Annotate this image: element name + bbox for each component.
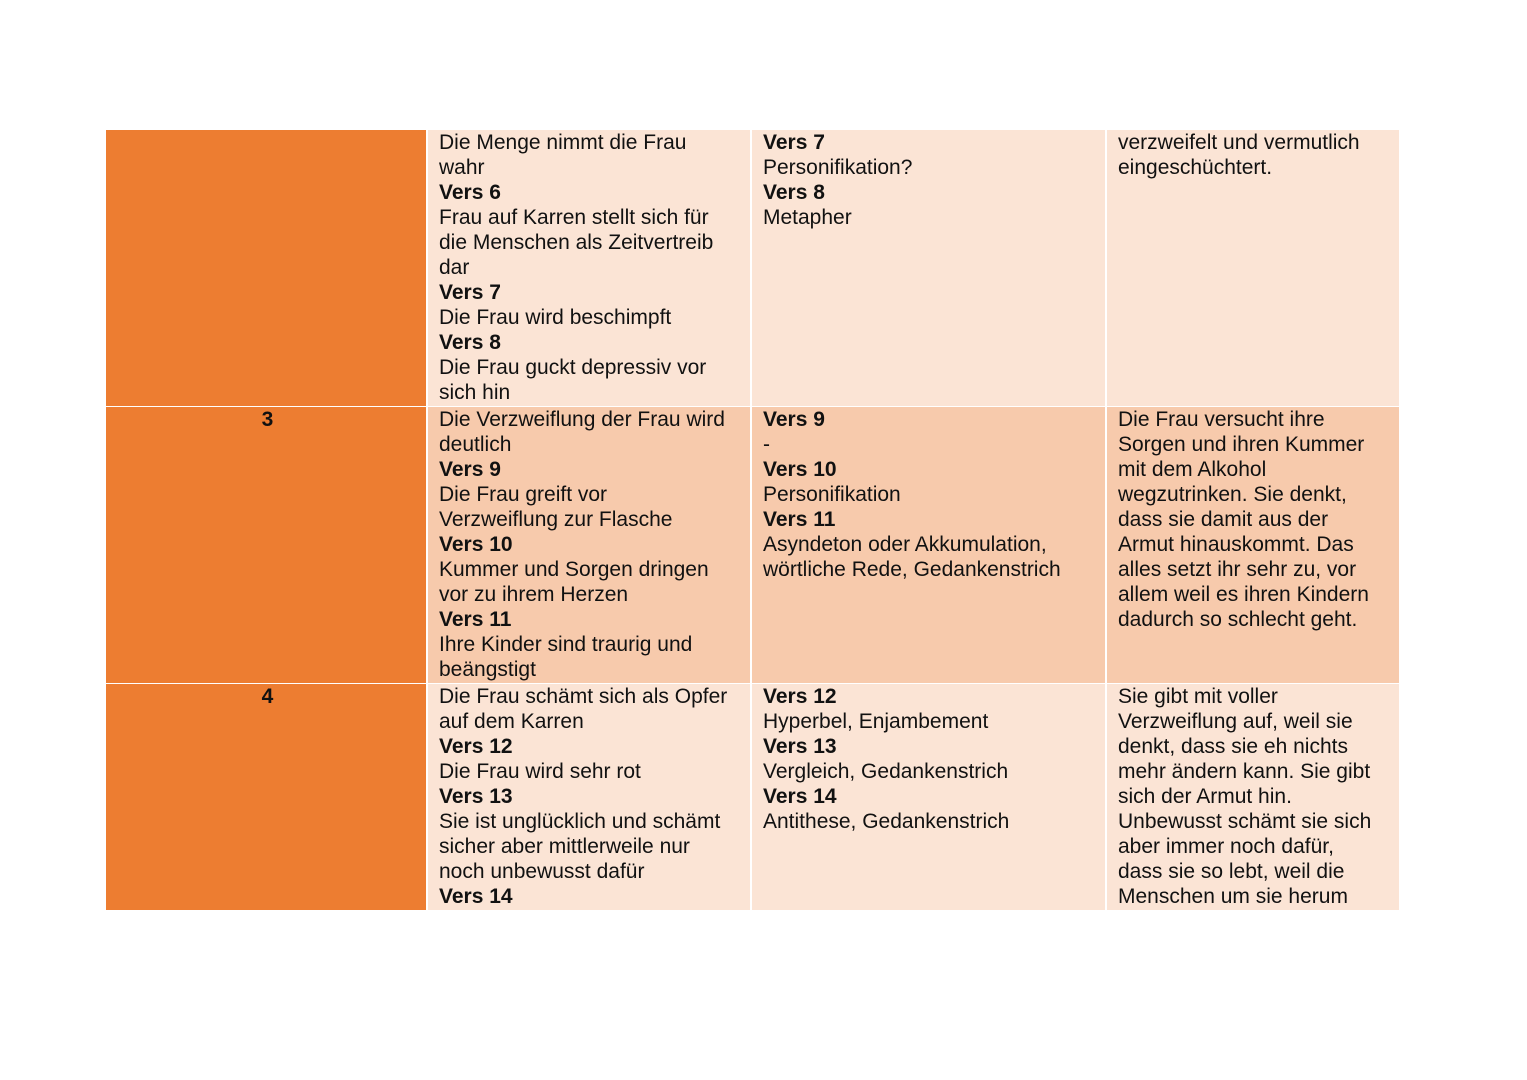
text-line: Armut hinauskommt. Das (1118, 533, 1354, 556)
devices-cell (751, 130, 1106, 407)
text-line: noch unbewusst dafür (439, 860, 645, 883)
stanza-number: 4 (261, 685, 274, 708)
text-line: verzweifelt und vermutlich (1118, 131, 1360, 154)
text-line: Die Frau versucht ihre (1118, 408, 1325, 431)
text-line: allem weil es ihren Kindern (1118, 583, 1369, 606)
text-line: Metapher (763, 206, 852, 229)
text-line: Sorgen und ihren Kummer (1118, 433, 1365, 456)
devices-cell (751, 407, 1106, 684)
text-line: Die Frau wird beschimpft (439, 306, 672, 329)
table-row (105, 684, 1399, 911)
text-line: vor zu ihrem Herzen (439, 583, 629, 606)
text-line: beängstigt (439, 658, 536, 681)
interpretation-cell (1106, 684, 1399, 911)
text-line: Die Frau guckt depressiv vor (439, 356, 707, 379)
text-line: mit dem Alkohol (1118, 458, 1267, 481)
text-line: Verzweiflung zur Flasche (439, 508, 673, 531)
content-cell (427, 407, 751, 684)
interpretation-cell (1106, 130, 1399, 407)
table-row (105, 130, 1399, 407)
verse-label: Vers 12 (439, 735, 513, 758)
verse-label: Vers 13 (763, 735, 837, 758)
verse-label: Vers 6 (439, 181, 501, 204)
text-line: wegzutrinken. Sie denkt, (1118, 483, 1347, 506)
verse-label: Vers 12 (763, 685, 837, 708)
verse-label: Vers 8 (439, 331, 501, 354)
verse-label: Vers 11 (439, 608, 512, 631)
text-line: Die Frau wird sehr rot (439, 760, 641, 783)
text-line: denkt, dass sie eh nichts (1118, 735, 1348, 758)
text-line: sich hin (439, 381, 511, 404)
text-line: Personifikation? (763, 156, 913, 179)
text-line: Vergleich, Gedankenstrich (763, 760, 1009, 783)
text-line: dar (439, 256, 470, 279)
text-line: Antithese, Gedankenstrich (763, 810, 1010, 833)
text-line: Sie gibt mit voller (1118, 685, 1278, 708)
text-line: Die Frau greift vor (439, 483, 608, 506)
stanza-number-cell (105, 407, 427, 684)
content-cell (427, 130, 751, 407)
text-line: wahr (439, 156, 485, 179)
text-line: Die Verzweiflung der Frau wird (439, 408, 725, 431)
stanza-number: 3 (261, 408, 274, 431)
text-line: dass sie damit aus der (1118, 508, 1329, 531)
text-line: eingeschüchtert. (1118, 156, 1273, 179)
verse-label: Vers 9 (439, 458, 501, 481)
stanza-number-cell (105, 130, 427, 407)
text-line: Unbewusst schämt sie sich (1118, 810, 1372, 833)
text-line: auf dem Karren (439, 710, 584, 733)
text-line: die Menschen als Zeitvertreib (439, 231, 714, 254)
text-line: Kummer und Sorgen dringen (439, 558, 709, 581)
content-cell (427, 684, 751, 911)
table-row (105, 407, 1399, 684)
interpretation-cell (1106, 407, 1399, 684)
text-line: dass sie so lebt, weil die (1118, 860, 1345, 883)
verse-label: Vers 14 (763, 785, 837, 808)
text-line: Hyperbel, Enjambement (763, 710, 989, 733)
verse-label: Vers 8 (763, 181, 825, 204)
text-line: deutlich (439, 433, 512, 456)
stanza-number-cell (105, 684, 427, 911)
text-line: Menschen um sie herum (1118, 885, 1348, 908)
text-line: dadurch so schlecht geht. (1118, 608, 1358, 631)
text-line: Frau auf Karren stellt sich für (439, 206, 709, 229)
verse-label: Vers 10 (439, 533, 513, 556)
verse-label: Vers 14 (439, 885, 513, 908)
text-line: Personifikation (763, 483, 901, 506)
verse-label: Vers 11 (763, 508, 836, 531)
text-line: Ihre Kinder sind traurig und (439, 633, 693, 656)
text-line: wörtliche Rede, Gedankenstrich (763, 558, 1061, 581)
verse-label: Vers 13 (439, 785, 513, 808)
devices-cell (751, 684, 1106, 911)
text-line: alles setzt ihr sehr zu, vor (1118, 558, 1357, 581)
text-line: Die Menge nimmt die Frau (439, 131, 687, 154)
text-line: Die Frau schämt sich als Opfer (439, 685, 728, 708)
text-line: Asyndeton oder Akkumulation, (763, 533, 1047, 556)
verse-label: Vers 9 (763, 408, 825, 431)
text-line: - (763, 433, 770, 456)
verse-label: Vers 10 (763, 458, 837, 481)
text-line: mehr ändern kann. Sie gibt (1118, 760, 1371, 783)
text-line: sich der Armut hin. (1118, 785, 1292, 808)
text-line: Sie ist unglücklich und schämt (439, 810, 721, 833)
verse-label: Vers 7 (439, 281, 501, 304)
text-line: Verzweiflung auf, weil sie (1118, 710, 1353, 733)
analysis-table (104, 129, 1399, 910)
text-line: sicher aber mittlerweile nur (439, 835, 690, 858)
verse-label: Vers 7 (763, 131, 825, 154)
text-line: aber immer noch dafür, (1118, 835, 1334, 858)
